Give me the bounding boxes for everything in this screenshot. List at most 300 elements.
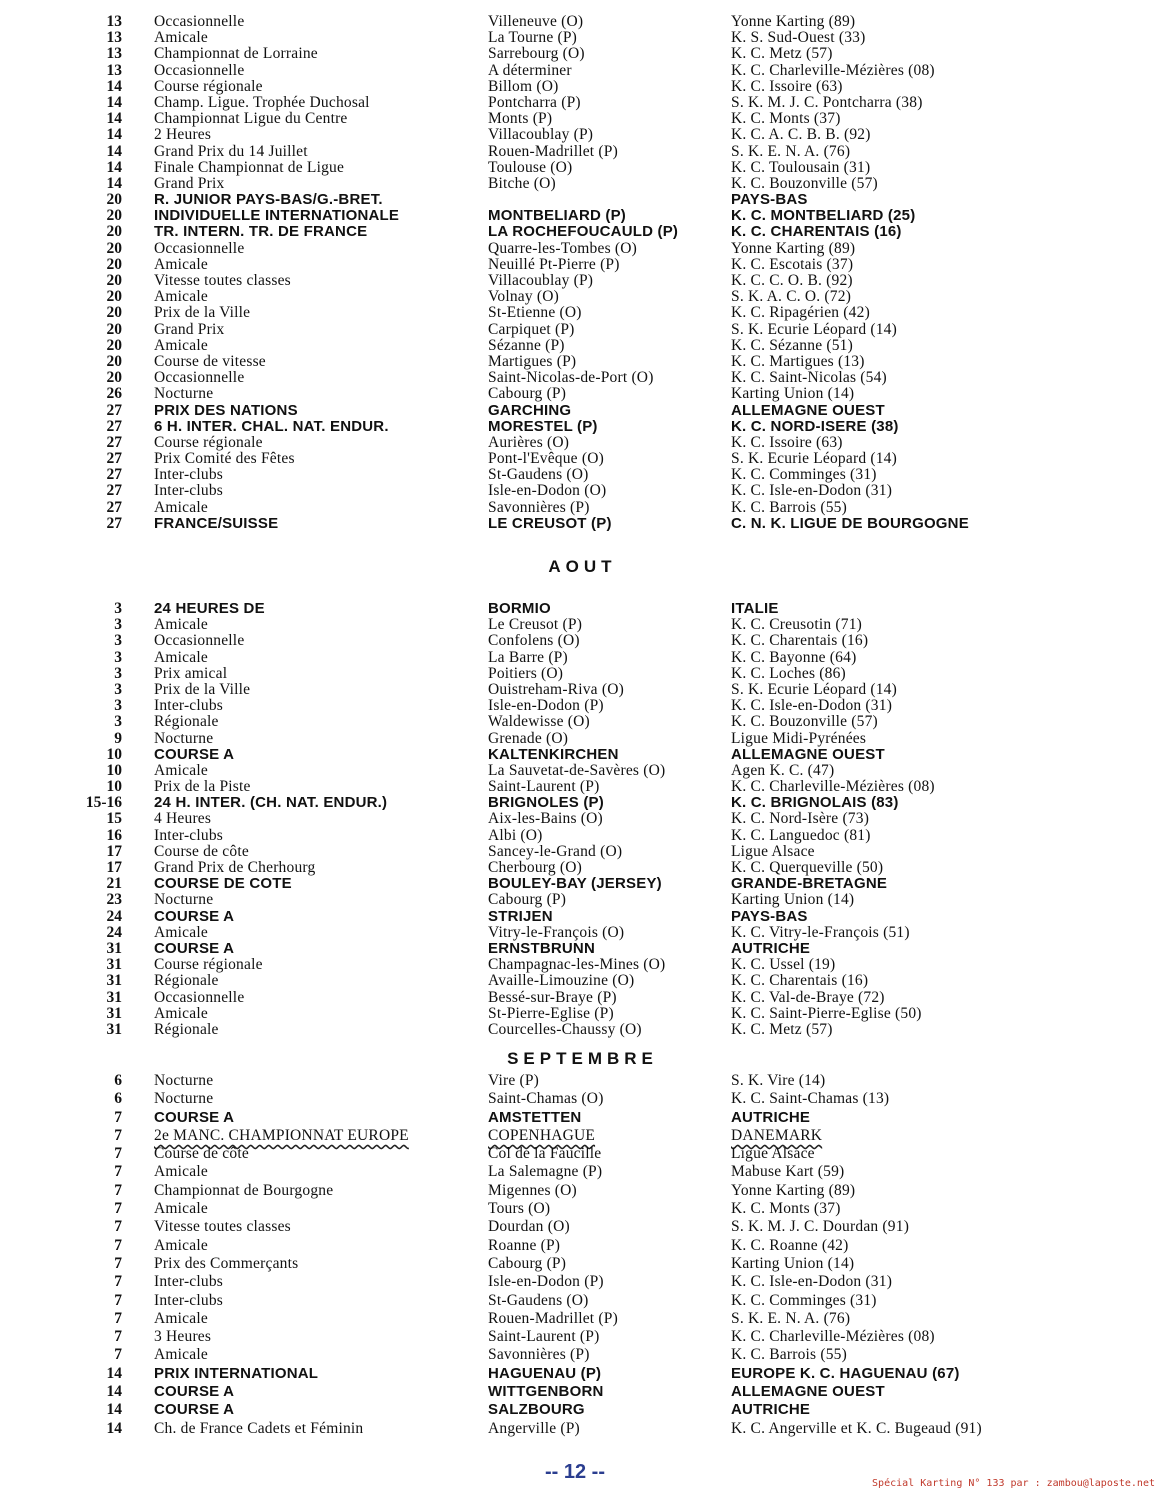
event-location: Neuillé Pt-Pierre (P)	[488, 255, 620, 273]
event-row	[0, 500, 1165, 516]
event-date: 7	[114, 1273, 122, 1291]
event-date: 20	[106, 336, 122, 354]
event-location: St-Gaudens (O)	[488, 1291, 589, 1309]
event-location: La Barre (P)	[488, 648, 568, 666]
event-row	[0, 467, 1165, 483]
event-name: Amicale	[154, 1236, 208, 1254]
event-date: 27	[106, 401, 122, 419]
event-name: Ch. de France Cadets et Féminin	[154, 1419, 364, 1437]
section-heading-septembre: SEPTEMBRE	[507, 1049, 658, 1068]
event-date: 27	[106, 466, 122, 484]
event-row	[0, 973, 1165, 989]
event-name: Amicale	[154, 288, 208, 306]
event-row	[0, 1127, 1165, 1145]
event-date: 20	[106, 272, 122, 289]
event-organizer: K. C. Isle-en-Dodon (31)	[731, 482, 893, 500]
event-location: Cabourg (P)	[488, 1254, 567, 1272]
event-organizer: K. C. Comminges (31)	[731, 1291, 877, 1309]
event-organizer: K. C. Metz (57)	[731, 1020, 833, 1038]
section-heading-aout: AOUT	[548, 557, 617, 576]
event-organizer: S. K. A. C. O. (72)	[731, 288, 852, 306]
event-row	[0, 1200, 1165, 1218]
event-organizer: K. C. Loches (86)	[731, 664, 846, 682]
event-location: Carpiquet (P)	[488, 320, 575, 338]
event-location: GARCHING	[488, 401, 572, 419]
event-organizer: EUROPE K. C. HAGUENAU (67)	[731, 1364, 960, 1382]
event-row	[0, 876, 1165, 892]
event-name: Occasionnelle	[154, 13, 245, 30]
event-name: Course de côte	[154, 1145, 249, 1163]
event-name: Amicale	[154, 1163, 208, 1181]
event-date: 6	[114, 1090, 122, 1108]
page-number: -- 12 --	[545, 1461, 605, 1483]
event-name: 24 H. INTER. (CH. NAT. ENDUR.)	[154, 794, 388, 812]
event-row	[0, 650, 1165, 666]
event-location: La Salemagne (P)	[488, 1163, 603, 1181]
event-organizer: PAYS-BAS	[731, 907, 808, 925]
event-name: Amicale	[154, 498, 208, 516]
july-events-table	[0, 14, 1165, 532]
event-row	[0, 1182, 1165, 1200]
event-row	[0, 892, 1165, 908]
event-row	[0, 795, 1165, 811]
event-name: Inter-clubs	[154, 482, 224, 500]
event-organizer: S. K. Vire (14)	[731, 1072, 826, 1089]
event-row	[0, 208, 1165, 224]
event-name: Inter-clubs	[154, 826, 224, 844]
event-date: 31	[106, 988, 122, 1006]
event-date: 14	[106, 126, 122, 144]
event-row	[0, 811, 1165, 827]
event-location: Bessé-sur-Braye (P)	[488, 988, 617, 1006]
event-location: Bitche (O)	[488, 174, 556, 192]
event-name: Course régionale	[154, 77, 263, 95]
event-row	[0, 30, 1165, 46]
event-row	[0, 224, 1165, 240]
event-date: 14	[106, 1419, 122, 1437]
event-organizer: K. C. Metz (57)	[731, 45, 833, 63]
event-location: Availle-Limouzine (O)	[488, 972, 635, 990]
event-name: Amicale	[154, 1346, 208, 1364]
event-row	[0, 338, 1165, 354]
event-date: 27	[106, 482, 122, 500]
event-date: 3	[114, 713, 122, 731]
event-organizer: K. C. Charleville-Mézières (08)	[731, 1328, 935, 1346]
event-name: Course de vitesse	[154, 352, 266, 370]
event-location: A déterminer	[488, 61, 572, 79]
event-name: 6 H. INTER. CHAL. NAT. ENDUR.	[154, 417, 389, 435]
event-organizer: K. C. Languedoc (81)	[731, 826, 871, 844]
event-date: 3	[114, 616, 122, 634]
event-row	[0, 860, 1165, 876]
event-location: Rouen-Madrillet (P)	[488, 1309, 618, 1327]
event-date: 17	[106, 842, 122, 860]
event-location: Roanne (P)	[488, 1236, 561, 1254]
event-date: 15	[106, 810, 122, 828]
event-row	[0, 1420, 1165, 1438]
event-row	[0, 1346, 1165, 1364]
event-name: Occasionnelle	[154, 61, 245, 79]
event-name: Amicale	[154, 761, 208, 779]
event-organizer: K. C. Val-de-Braye (72)	[731, 988, 885, 1006]
event-row	[0, 144, 1165, 160]
event-row	[0, 257, 1165, 273]
event-row	[0, 698, 1165, 714]
event-location: St-Pierre-Eglise (P)	[488, 1004, 614, 1022]
event-location: Cherbourg (O)	[488, 859, 583, 876]
event-row	[0, 990, 1165, 1006]
event-organizer: K. C. Bouzonville (57)	[731, 174, 878, 192]
event-row	[0, 419, 1165, 435]
event-date: 14	[106, 158, 122, 176]
event-organizer: Ligue Midi-Pyrénées	[731, 729, 867, 747]
event-name: Vitesse toutes classes	[154, 1218, 291, 1236]
event-date: 7	[114, 1291, 122, 1309]
event-row	[0, 1292, 1165, 1310]
event-row	[0, 451, 1165, 467]
event-location: MORESTEL (P)	[488, 417, 598, 435]
event-organizer: S. K. E. N. A. (76)	[731, 142, 851, 160]
event-name: PRIX DES NATIONS	[154, 401, 298, 419]
event-organizer: Karting Union (14)	[731, 1254, 855, 1272]
event-date: 14	[106, 174, 122, 192]
event-name: Grand Prix	[154, 174, 225, 192]
event-organizer: K. C. Bayonne (64)	[731, 648, 857, 666]
event-name: 24 HEURES DE	[154, 600, 265, 617]
event-name: FRANCE/SUISSE	[154, 514, 279, 532]
event-organizer: ITALIE	[731, 600, 779, 617]
event-name: Amicale	[154, 1004, 208, 1022]
event-name: Amicale	[154, 1309, 208, 1327]
event-row	[0, 1237, 1165, 1255]
event-row	[0, 779, 1165, 795]
event-name: Inter-clubs	[154, 1291, 224, 1309]
event-organizer: K. C. Monts (37)	[731, 1200, 841, 1218]
event-location: Col de la Faucille	[488, 1145, 602, 1163]
event-row	[0, 516, 1165, 532]
event-date: 24	[106, 907, 122, 925]
event-name: Vitesse toutes classes	[154, 272, 291, 289]
event-name: R. JUNIOR PAYS-BAS/G.-BRET.	[154, 191, 383, 209]
event-row	[0, 483, 1165, 499]
event-row	[0, 160, 1165, 176]
event-organizer: K. C. Ussel (19)	[731, 956, 836, 974]
event-name: COURSE A	[154, 1383, 235, 1401]
event-location: Martigues (P)	[488, 352, 577, 370]
event-organizer: PAYS-BAS	[731, 191, 808, 209]
event-name: Course de côte	[154, 842, 249, 860]
event-name: Amicale	[154, 923, 208, 941]
event-name: Grand Prix	[154, 320, 225, 338]
event-location: Tours (O)	[488, 1200, 551, 1218]
event-organizer: S. K. Ecurie Léopard (14)	[731, 450, 897, 468]
event-date: 26	[106, 385, 122, 403]
event-organizer: K. C. Monts (37)	[731, 110, 841, 128]
event-date: 20	[106, 207, 122, 225]
event-name: Prix Comité des Fêtes	[154, 450, 295, 468]
event-row	[0, 14, 1165, 30]
event-location: Isle-en-Dodon (P)	[488, 1273, 604, 1291]
event-date: 31	[106, 939, 122, 957]
event-location: Aurières (O)	[488, 433, 570, 451]
event-row	[0, 828, 1165, 844]
event-location: Billom (O)	[488, 77, 559, 95]
event-date: 24	[106, 923, 122, 941]
event-date: 10	[106, 761, 122, 779]
event-date: 7	[114, 1181, 122, 1199]
event-date: 20	[106, 239, 122, 257]
event-date: 31	[106, 1020, 122, 1038]
event-organizer: Ligue Alsace	[731, 842, 815, 860]
event-name: Inter-clubs	[154, 697, 224, 715]
event-date: 6	[114, 1072, 122, 1089]
event-location: Villacoublay (P)	[488, 272, 594, 289]
event-organizer: S. K. M. J. C. Dourdan (91)	[731, 1218, 910, 1236]
event-row	[0, 633, 1165, 649]
event-date: 17	[106, 859, 122, 876]
event-date: 7	[114, 1108, 122, 1126]
event-name: Amicale	[154, 616, 208, 634]
event-location: Volnay (O)	[488, 288, 560, 306]
event-organizer: K. C. Querqueville (50)	[731, 859, 884, 876]
event-organizer: K. C. Charleville-Mézières (08)	[731, 778, 935, 796]
event-name: 2e MANC. CHAMPIONNAT EUROPE	[154, 1126, 409, 1144]
event-organizer: K. C. Isle-en-Dodon (31)	[731, 697, 893, 715]
event-row	[0, 354, 1165, 370]
event-row	[0, 763, 1165, 779]
event-location: Ouistreham-Riva (O)	[488, 680, 624, 698]
event-organizer: K. C. CHARENTAIS (16)	[731, 223, 902, 241]
event-row	[0, 909, 1165, 925]
event-organizer: K. C. Charentais (16)	[731, 632, 869, 650]
event-location: COPENHAGUE	[488, 1126, 596, 1144]
event-name: Occasionnelle	[154, 239, 245, 257]
event-location: BOULEY-BAY (JERSEY)	[488, 875, 662, 893]
event-location: Rouen-Madrillet (P)	[488, 142, 618, 160]
event-name: Nocturne	[154, 385, 214, 403]
event-row	[0, 617, 1165, 633]
event-row	[0, 1072, 1165, 1090]
event-organizer: K. C. Barrois (55)	[731, 1346, 847, 1364]
event-row	[0, 682, 1165, 698]
event-row	[0, 95, 1165, 111]
event-date: 20	[106, 369, 122, 387]
event-row	[0, 601, 1165, 617]
event-date: 7	[114, 1126, 122, 1144]
event-organizer: K. C. Creusotin (71)	[731, 616, 863, 634]
event-organizer: S. K. M. J. C. Pontcharra (38)	[731, 93, 923, 111]
event-location: Sancey-le-Grand (O)	[488, 842, 623, 860]
event-organizer: K. C. Saint-Nicolas (54)	[731, 369, 887, 387]
event-date: 31	[106, 1004, 122, 1022]
event-organizer: K. C. Vitry-le-François (51)	[731, 923, 910, 941]
event-row	[0, 63, 1165, 79]
event-organizer: K. C. Barrois (55)	[731, 498, 847, 516]
event-date: 27	[106, 433, 122, 451]
event-name: COURSE A	[154, 907, 235, 925]
event-location: La Sauvetat-de-Savères (O)	[488, 761, 666, 779]
event-name: Prix des Commerçants	[154, 1254, 299, 1272]
event-organizer: S. K. Ecurie Léopard (14)	[731, 320, 897, 338]
event-organizer: Karting Union (14)	[731, 385, 855, 403]
event-row	[0, 192, 1165, 208]
event-location: Albi (O)	[488, 826, 543, 844]
event-location: Saint-Chamas (O)	[488, 1090, 604, 1108]
event-date: 10	[106, 778, 122, 796]
event-row	[0, 1109, 1165, 1127]
event-date: 20	[106, 304, 122, 322]
event-organizer: K. C. Ripagérien (42)	[731, 304, 870, 322]
event-date: 27	[106, 514, 122, 532]
event-location: Dourdan (O)	[488, 1218, 570, 1236]
event-row	[0, 1255, 1165, 1273]
event-organizer: S. K. E. N. A. (76)	[731, 1309, 851, 1327]
event-organizer: Agen K. C. (47)	[731, 761, 835, 779]
event-name: Amicale	[154, 29, 208, 47]
event-name: Prix de la Ville	[154, 680, 251, 698]
event-row	[0, 370, 1165, 386]
event-organizer: K. C. BRIGNOLAIS (83)	[731, 794, 899, 812]
event-name: Course régionale	[154, 956, 263, 974]
event-date: 20	[106, 255, 122, 273]
event-date: 31	[106, 972, 122, 990]
event-row	[0, 957, 1165, 973]
event-location: Champagnac-les-Mines (O)	[488, 956, 666, 974]
event-location: BRIGNOLES (P)	[488, 794, 604, 812]
event-date: 13	[106, 61, 122, 79]
event-name: COURSE A	[154, 1401, 235, 1419]
event-row	[0, 127, 1165, 143]
event-location: Savonnières (P)	[488, 1346, 590, 1364]
event-date: 7	[114, 1236, 122, 1254]
event-organizer: AUTRICHE	[731, 1108, 811, 1126]
event-name: Grand Prix de Cherhourg	[154, 859, 316, 876]
event-location: Grenade (O)	[488, 729, 569, 747]
event-date: 7	[114, 1309, 122, 1327]
event-organizer: K. C. Comminges (31)	[731, 466, 877, 484]
event-row	[0, 1022, 1165, 1038]
event-location: Aix-les-Bains (O)	[488, 810, 603, 828]
event-date: 7	[114, 1163, 122, 1181]
event-organizer: K. C. Issoire (63)	[731, 433, 843, 451]
event-row	[0, 1401, 1165, 1419]
event-location: La Tourne (P)	[488, 29, 578, 47]
event-date: 31	[106, 956, 122, 974]
event-date: 3	[114, 680, 122, 698]
event-location: Cabourg (P)	[488, 385, 567, 403]
event-date: 20	[106, 223, 122, 241]
event-location: KALTENKIRCHEN	[488, 745, 619, 763]
event-row	[0, 714, 1165, 730]
event-row	[0, 1145, 1165, 1163]
event-name: COURSE DE COTE	[154, 875, 292, 893]
event-location: MONTBELIARD (P)	[488, 207, 626, 225]
event-date: 7	[114, 1254, 122, 1272]
event-location: Poitiers (O)	[488, 664, 564, 682]
event-location: Angerville (P)	[488, 1419, 580, 1437]
september-events-table	[0, 1072, 1165, 1438]
event-date: 7	[114, 1328, 122, 1346]
event-organizer: K. C. Nord-Isère (73)	[731, 810, 870, 828]
event-location: Migennes (O)	[488, 1181, 577, 1199]
event-location: Pont-l'Evêque (O)	[488, 450, 604, 468]
event-organizer: K. C. Saint-Pierre-Eglise (50)	[731, 1004, 922, 1022]
event-date: 7	[114, 1200, 122, 1218]
event-row	[0, 1328, 1165, 1346]
event-name: Course régionale	[154, 433, 263, 451]
event-row	[0, 176, 1165, 192]
event-row	[0, 747, 1165, 763]
event-organizer: K. C. Bouzonville (57)	[731, 713, 878, 731]
event-location: Saint-Nicolas-de-Port (O)	[488, 369, 654, 387]
event-location: Waldewisse (O)	[488, 713, 590, 731]
event-row	[0, 1006, 1165, 1022]
event-organizer: K. C. NORD-ISERE (38)	[731, 417, 899, 435]
event-location: Isle-en-Dodon (O)	[488, 482, 607, 500]
event-date: 27	[106, 417, 122, 435]
event-date: 9	[114, 729, 122, 747]
event-name: 2 Heures	[154, 126, 212, 144]
event-location: HAGUENAU (P)	[488, 1364, 602, 1382]
event-organizer: K. C. Saint-Chamas (13)	[731, 1090, 890, 1108]
event-organizer: K. C. Charentais (16)	[731, 972, 869, 990]
event-location: LA ROCHEFOUCAULD (P)	[488, 223, 679, 241]
event-name: Prix de la Ville	[154, 304, 251, 322]
event-organizer: Karting Union (14)	[731, 891, 855, 909]
event-location: ERNSTBRUNN	[488, 939, 595, 957]
event-name: Amicale	[154, 648, 208, 666]
event-organizer: S. K. Ecurie Léopard (14)	[731, 680, 897, 698]
event-row	[0, 241, 1165, 257]
event-organizer: DANEMARK	[731, 1126, 823, 1144]
event-row	[0, 666, 1165, 682]
event-name: COURSE A	[154, 1108, 235, 1126]
event-date: 14	[106, 77, 122, 95]
event-name: Championnat de Lorraine	[154, 45, 318, 63]
event-location: St-Etienne (O)	[488, 304, 582, 322]
event-location: Confolens (O)	[488, 632, 580, 650]
event-organizer: K. C. Issoire (63)	[731, 77, 843, 95]
event-name: Champ. Ligue. Trophée Duchosal	[154, 93, 370, 111]
event-row	[0, 1365, 1165, 1383]
event-date: 20	[106, 191, 122, 209]
event-location: SALZBOURG	[488, 1401, 585, 1419]
event-name: Prix de la Piste	[154, 778, 251, 796]
event-date: 14	[106, 110, 122, 128]
event-name: Régionale	[154, 1020, 219, 1038]
event-organizer: GRANDE-BRETAGNE	[731, 875, 888, 893]
event-date: 14	[106, 93, 122, 111]
event-organizer: K. C. MONTBELIARD (25)	[731, 207, 916, 225]
event-location: Saint-Laurent (P)	[488, 1328, 600, 1346]
event-location: Quarre-les-Tombes (O)	[488, 239, 638, 257]
event-date: 27	[106, 498, 122, 516]
event-location: Toulouse (O)	[488, 158, 573, 176]
scan-credit: Spécial Karting N° 133 par : zambou@laposte.net	[872, 1478, 1155, 1489]
event-date: 14	[106, 1383, 122, 1401]
event-organizer: AUTRICHE	[731, 1401, 811, 1419]
event-organizer: K. C. Martigues (13)	[731, 352, 865, 370]
event-date: 21	[106, 875, 122, 893]
event-name: TR. INTERN. TR. DE FRANCE	[154, 223, 368, 241]
event-date: 13	[106, 45, 122, 63]
event-organizer: Yonne Karting (89)	[731, 1181, 856, 1199]
event-name: Nocturne	[154, 1090, 214, 1108]
event-organizer: K. C. Sézanne (51)	[731, 336, 853, 354]
event-name: Occasionnelle	[154, 988, 245, 1006]
event-name: Grand Prix du 14 Juillet	[154, 142, 308, 160]
event-date: 27	[106, 450, 122, 468]
